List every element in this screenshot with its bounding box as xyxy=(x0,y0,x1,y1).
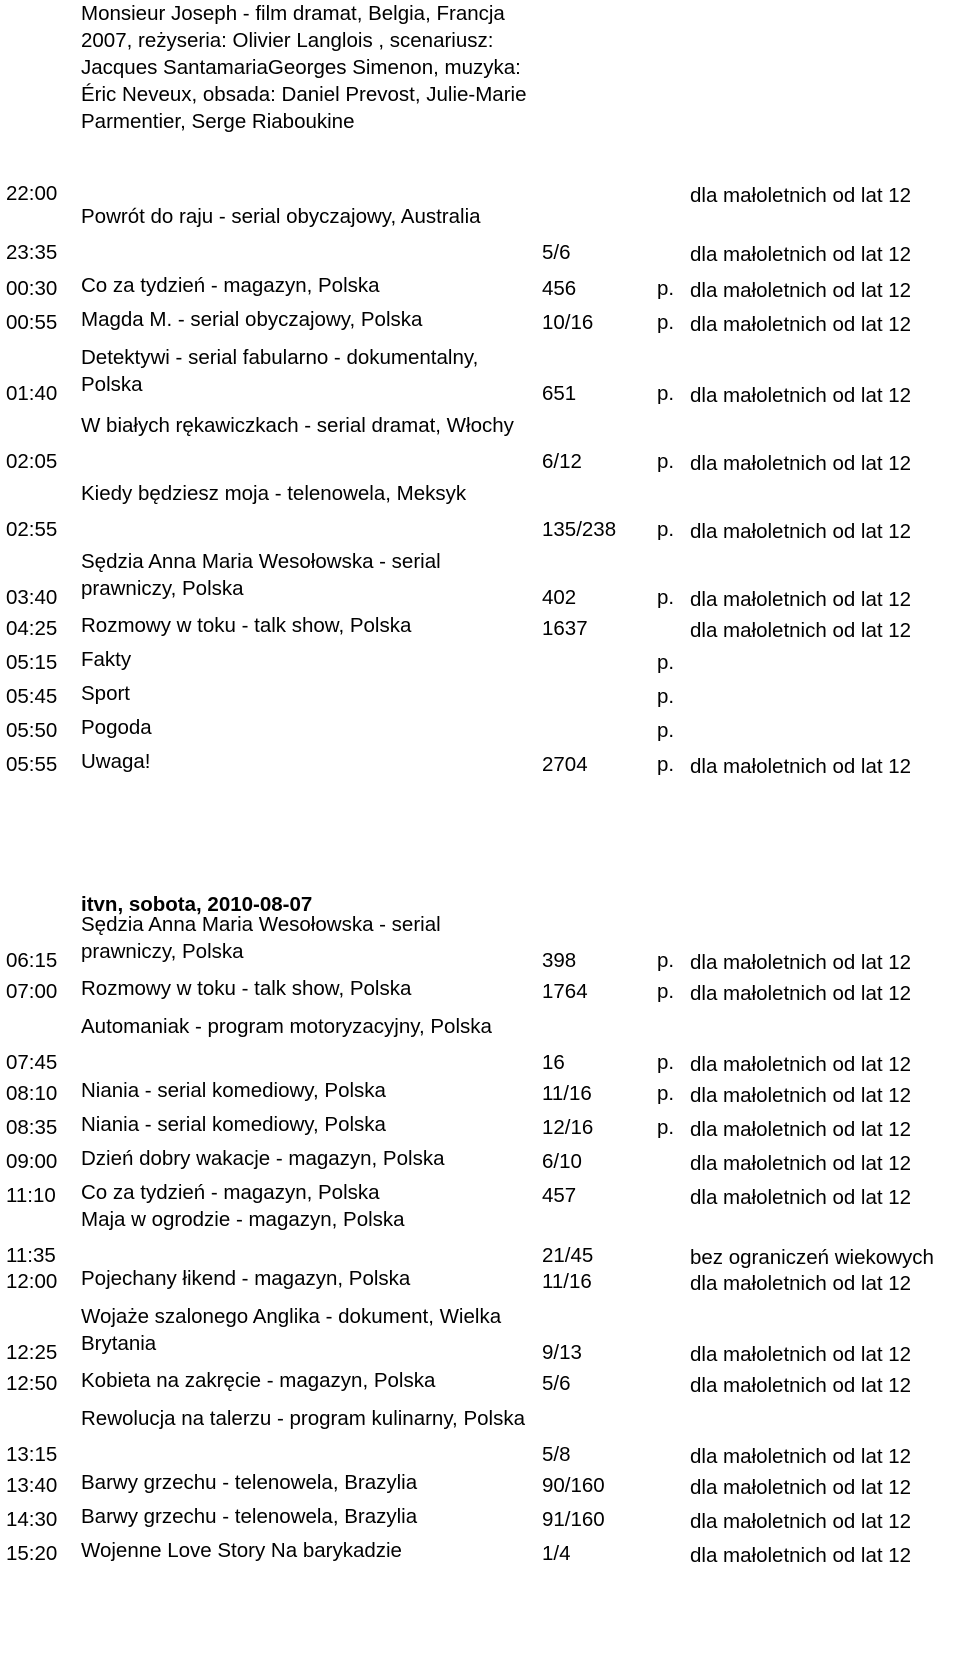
age-rating: dla małoletnich od lat 12 xyxy=(690,1343,912,1366)
age-rating: dla małoletnich od lat 12 xyxy=(690,1445,912,1468)
program-title: Co za tydzień - magazyn, Polska xyxy=(81,274,380,297)
episode-number: 11/16 xyxy=(542,1270,592,1293)
episode-number: 11/16 xyxy=(542,1082,592,1105)
program-time: 23:35 xyxy=(6,241,58,264)
program-row xyxy=(0,1075,960,1110)
age-rating: dla małoletnich od lat 12 xyxy=(690,1544,912,1567)
program-time: 07:45 xyxy=(6,1051,58,1074)
film-description: Monsieur Joseph - film dramat, Belgia, Francja 2007, reżyseria: Olivier Langlois , scenariusz: Jacques SantamariaGeorges Simenon, muzyka: Éric Neveux, obsada: Daniel Prevost, Julie-Marie Parmentier, Serge Riaboukine xyxy=(81,2,527,133)
program-title: Barwy grzechu - telenowela, Brazylia xyxy=(81,1505,418,1528)
episode-number: 1/4 xyxy=(542,1542,571,1565)
episode-number: 16 xyxy=(542,1051,565,1074)
program-row xyxy=(0,1467,960,1502)
channel-day-heading: itvn, sobota, 2010-08-07 xyxy=(81,893,313,916)
program-time: 02:55 xyxy=(6,518,58,541)
program-time: 14:30 xyxy=(6,1508,58,1531)
age-rating: dla małoletnich od lat 12 xyxy=(690,313,912,336)
age-rating: dla małoletnich od lat 12 xyxy=(690,520,912,543)
program-time: 09:00 xyxy=(6,1150,58,1173)
episode-number: 456 xyxy=(542,277,577,300)
program-title: Niania - serial komediowy, Polska xyxy=(81,1079,386,1102)
program-time: 01:40 xyxy=(6,382,58,405)
age-rating: dla małoletnich od lat 12 xyxy=(690,951,912,974)
program-title: Kiedy będziesz moja - telenowela, Meksyk xyxy=(81,482,467,505)
program-title: Automaniak - program motoryzacyjny, Polska xyxy=(81,1015,492,1038)
program-row xyxy=(0,746,960,781)
age-rating: dla małoletnich od lat 12 xyxy=(690,1186,912,1209)
program-time: 22:00 xyxy=(6,182,58,205)
program-row xyxy=(0,1007,960,1079)
age-rating: dla małoletnich od lat 12 xyxy=(690,1272,912,1295)
episode-number: 135/238 xyxy=(542,518,617,541)
premiere-marker: p. xyxy=(657,753,675,776)
program-row xyxy=(0,905,960,977)
program-title: Pogoda xyxy=(81,716,152,739)
program-row xyxy=(0,270,960,305)
program-time: 05:15 xyxy=(6,651,58,674)
premiere-marker: p. xyxy=(657,450,675,473)
program-time: 13:15 xyxy=(6,1443,58,1466)
program-row xyxy=(0,1297,960,1369)
program-row xyxy=(0,1143,960,1178)
premiere-marker: p. xyxy=(657,382,675,405)
age-rating: dla małoletnich od lat 12 xyxy=(690,279,912,302)
program-time: 05:45 xyxy=(6,685,58,708)
program-row xyxy=(0,542,960,614)
premiere-marker: p. xyxy=(657,980,675,1003)
program-time: 00:55 xyxy=(6,311,58,334)
program-title: Detektywi - serial fabularno - dokumentalny, Polska xyxy=(81,346,479,396)
program-time: 05:55 xyxy=(6,753,58,776)
program-time: 15:20 xyxy=(6,1542,58,1565)
age-rating: dla małoletnich od lat 12 xyxy=(690,588,912,611)
age-rating: dla małoletnich od lat 12 xyxy=(690,755,912,778)
program-row xyxy=(0,610,960,645)
premiere-marker: p. xyxy=(657,311,675,334)
premiere-marker: p. xyxy=(657,651,675,674)
premiere-marker: p. xyxy=(657,1051,675,1074)
program-time: 11:35 xyxy=(6,1244,56,1267)
program-time: 04:25 xyxy=(6,617,58,640)
age-rating: dla małoletnich od lat 12 xyxy=(690,1084,912,1107)
program-time: 12:00 xyxy=(6,1270,58,1293)
episode-number: 402 xyxy=(542,586,577,609)
program-row xyxy=(0,197,960,269)
age-rating: dla małoletnich od lat 12 xyxy=(690,243,912,266)
program-title: Dzień dobry wakacje - magazyn, Polska xyxy=(81,1147,445,1170)
age-rating: dla małoletnich od lat 12 xyxy=(690,452,912,475)
age-rating: dla małoletnich od lat 12 xyxy=(690,1374,912,1397)
program-row xyxy=(0,678,960,713)
episode-number: 5/6 xyxy=(542,241,571,264)
program-title: Barwy grzechu - telenowela, Brazylia xyxy=(81,1471,418,1494)
program-title: Fakty xyxy=(81,648,132,671)
program-row xyxy=(0,304,960,339)
episode-number: 651 xyxy=(542,382,577,405)
program-row xyxy=(0,474,960,546)
program-time: 05:50 xyxy=(6,719,58,742)
episode-number: 1764 xyxy=(542,980,588,1003)
episode-number: 457 xyxy=(542,1184,577,1207)
age-rating: dla małoletnich od lat 12 xyxy=(690,619,912,642)
episode-number: 398 xyxy=(542,949,577,972)
episode-number: 91/160 xyxy=(542,1508,605,1531)
program-row xyxy=(0,1399,960,1471)
age-rating: dla małoletnich od lat 12 xyxy=(690,1152,912,1175)
episode-number: 90/160 xyxy=(542,1474,605,1497)
program-row xyxy=(0,1263,960,1298)
program-time: 07:00 xyxy=(6,980,58,1003)
premiere-marker: p. xyxy=(657,1116,675,1139)
episode-number: 21/45 xyxy=(542,1244,594,1267)
program-time: 06:15 xyxy=(6,949,58,972)
program-title: Uwaga! xyxy=(81,750,151,773)
episode-number: 12/16 xyxy=(542,1116,594,1139)
program-row xyxy=(0,1501,960,1536)
age-rating: dla małoletnich od lat 12 xyxy=(690,384,912,407)
premiere-marker: p. xyxy=(657,586,675,609)
program-time: 08:10 xyxy=(6,1082,58,1105)
age-rating: dla małoletnich od lat 12 xyxy=(690,1118,912,1141)
age-rating: dla małoletnich od lat 12 xyxy=(690,184,912,207)
program-time: 00:30 xyxy=(6,277,58,300)
episode-number: 5/8 xyxy=(542,1443,571,1466)
program-title: Wojaże szalonego Anglika - dokument, Wielka Brytania xyxy=(81,1305,502,1355)
program-title: Co za tydzień - magazyn, Polska xyxy=(81,1181,380,1204)
program-title: Rozmowy w toku - talk show, Polska xyxy=(81,977,412,1000)
program-title: Maja w ogrodzie - magazyn, Polska xyxy=(81,1208,405,1231)
age-rating: dla małoletnich od lat 12 xyxy=(690,1476,912,1499)
program-title: Powrót do raju - serial obyczajowy, Australia xyxy=(81,205,481,228)
program-row xyxy=(0,712,960,747)
premiere-marker: p. xyxy=(657,277,675,300)
age-rating: dla małoletnich od lat 12 xyxy=(690,1053,912,1076)
program-time: 02:05 xyxy=(6,450,58,473)
program-title: Rozmowy w toku - talk show, Polska xyxy=(81,614,412,637)
program-title: Niania - serial komediowy, Polska xyxy=(81,1113,386,1136)
program-title: Sport xyxy=(81,682,130,705)
program-row xyxy=(0,973,960,1008)
program-time: 11:10 xyxy=(6,1184,56,1207)
program-time: 03:40 xyxy=(6,586,58,609)
program-row xyxy=(0,1365,960,1400)
premiere-marker: p. xyxy=(657,949,675,972)
program-title: W białych rękawiczkach - serial dramat, Włochy xyxy=(81,414,514,437)
program-title: Kobieta na zakręcie - magazyn, Polska xyxy=(81,1369,436,1392)
program-title: Magda M. - serial obyczajowy, Polska xyxy=(81,308,423,331)
age-rating: dla małoletnich od lat 12 xyxy=(690,982,912,1005)
episode-number: 6/12 xyxy=(542,450,582,473)
premiere-marker: p. xyxy=(657,518,675,541)
program-row xyxy=(0,644,960,679)
episode-number: 6/10 xyxy=(542,1150,582,1173)
program-title: Sędzia Anna Maria Wesołowska - serial prawniczy, Polska xyxy=(81,913,441,963)
program-row xyxy=(0,406,960,478)
episode-number: 9/13 xyxy=(542,1341,582,1364)
program-title: Sędzia Anna Maria Wesołowska - serial prawniczy, Polska xyxy=(81,550,441,600)
age-rating: bez ograniczeń wiekowych xyxy=(690,1246,934,1269)
premiere-marker: p. xyxy=(657,1082,675,1105)
episode-number: 10/16 xyxy=(542,311,594,334)
program-time: 12:50 xyxy=(6,1372,58,1395)
program-row xyxy=(0,338,960,410)
program-title: Rewolucja na talerzu - program kulinarny, Polska xyxy=(81,1407,525,1430)
program-time: 08:35 xyxy=(6,1116,58,1139)
age-rating: dla małoletnich od lat 12 xyxy=(690,1510,912,1533)
premiere-marker: p. xyxy=(657,719,675,742)
program-title: Pojechany łikend - magazyn, Polska xyxy=(81,1267,411,1290)
premiere-marker: p. xyxy=(657,685,675,708)
episode-number: 1637 xyxy=(542,617,588,640)
program-row xyxy=(0,1535,960,1570)
episode-number: 5/6 xyxy=(542,1372,571,1395)
episode-number: 2704 xyxy=(542,753,588,776)
program-row xyxy=(0,1109,960,1144)
program-time: 13:40 xyxy=(6,1474,58,1497)
program-title: Wojenne Love Story Na barykadzie xyxy=(81,1539,402,1562)
program-time: 12:25 xyxy=(6,1341,58,1364)
